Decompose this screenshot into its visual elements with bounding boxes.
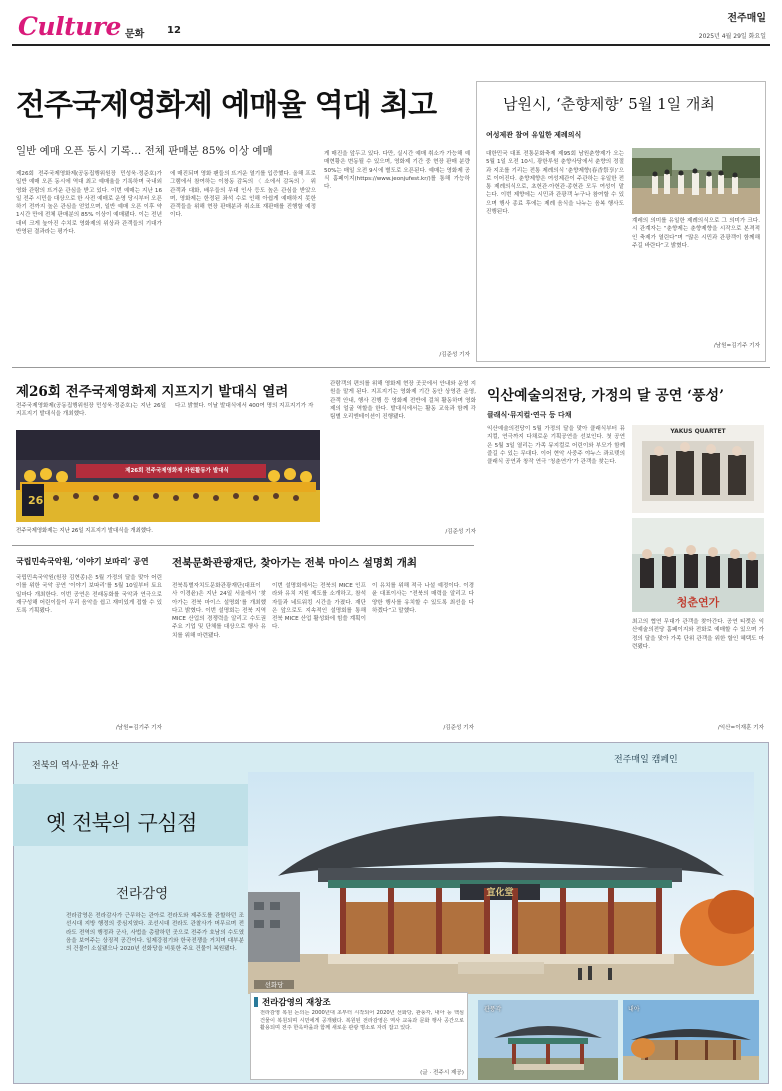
jipoji-photo-caption: 전주국제영화제는 지난 26일 지프지기 발대식을 개최했다. <box>16 528 153 534</box>
namwon-photo <box>632 148 760 214</box>
ikssan-byline: /익산=이재훈 기자 <box>717 725 764 731</box>
ikssan-poster-1-title: YAKUS QUARTET <box>670 428 726 435</box>
ikssan-poster-2-title: 청춘연가 <box>676 596 720 609</box>
jipoji-body-left: 전주국제영화제(공동집행위원장 민성욱·정준호)는 지난 26일 지프지기 발대식을 개최했다. <box>16 403 166 418</box>
mice-byline: /김준성 기자 <box>443 725 474 731</box>
gungnip-body: 국립민속국악원(원장 김현종)은 5월 가정의 달을 맞아 어린이를 위한 국악 공연 ‘이야기 보따리’를 5월 10일부터 토요일마다 개최한다. 이번 공연은 전래동화를 국악과 연극으로 재구성해 어린이들이 우리 음악을 쉽고 재미있게 접할 수 있도록 기획됐다. <box>16 575 162 615</box>
mice-body-right: 이 유치를 위해 적극 나설 예정이다. 이경윤 대표이사는 “전북의 매력을 알리고 다양한 행사를 유치할 수 있도록 최선을 다하겠다”고 말했다. <box>372 583 474 614</box>
section-korean: 문화 <box>125 29 145 40</box>
lead-body-col3: 게 매진을 앞두고 있다. 다만, 실시간 예매 취소가 가능해 예매현황은 변동될 수 있으며, 영화제 기간 중 현장 판매 분량 50%는 매일 오전 9시에 별도로 오픈된다. 예매는 영화제 공식 홈페이지(https://www.jeonjufest.kr/)를 통해 가능하다. <box>324 151 470 191</box>
jipoji-banner-text: 제26회 전주국제영화제 자원활동가 발대식 <box>125 468 229 474</box>
feature-photo-label-2: 내아 <box>628 1006 640 1013</box>
namwon-body-right: 계레의 의미를 유일한 제례의식으로 그 의미가 크다. 시 관계자는 “춘향제는 춘향제향을 시작으로 본격적인 축제가 열린다”며 “많은 시민과 관광객이 함께해 주길 바란다”고 밝혔다. <box>632 218 760 249</box>
lead-headline: 전주국제영화제 예매율 역대 최고 <box>16 88 437 123</box>
section-divider <box>12 367 770 368</box>
gungnip-top-rule <box>12 545 474 546</box>
namwon-byline: /남원=김기주 기자 <box>713 343 760 349</box>
lead-byline: /김준성 기자 <box>439 352 470 358</box>
feature-main-photo-label: 선화당 <box>254 980 294 989</box>
feature-body: 전라감영은 전라감사가 근무하는 관아로 전라도와 제주도를 관할하던 조선시대 지방 행정의 중심지였다. 조선시대 전라도 관찰사가 머무르며 전라도 전역의 행정과 군사, 사법을 총괄하던 곳으로 전주가 호남의 수도였음을 보여주는 상징적 공간이다. 일제강점기와 한국전쟁을 거치며 대부분의 건물이 소실됐으나 2020년 선화당을 비롯한 주요 건물이 복원됐다. <box>66 913 244 953</box>
ikssan-body-left: 익산예술의전당이 5월 가정의 달을 맞아 클래식부터 뮤지컬, 연극까지 다채로운 기획공연을 선보인다. 첫 공연은 5월 3일 열리는 가족 뮤지컬로 어린이와 부모가 함께 즐길 수 있는 무대다. 이어 현악 사중주 야누스 콰르텟의 클래식 공연과 창작 연극 ‘청춘연가’가 관객을 찾는다. <box>487 426 625 466</box>
issue-date: 2025년 4월 29일 화요일 <box>698 33 766 40</box>
feature-box-body: 전라감영 복원 논의는 2000년대 초부터 시작되어 2020년 선화당, 관풍각, 내아 등 핵심 건물이 복원되며 시민에게 공개됐다. 복원된 전라감영은 역사 교육과 문화 행사 공간으로 활용되며 전주 한옥마을과 함께 새로운 관광 명소로 자리 잡고 있다. <box>260 1010 464 1032</box>
feature-main-photo <box>248 772 754 994</box>
gungnip-headline: 국립민속국악원, ‘이야기 보따리’ 공연 <box>16 556 149 566</box>
masthead-rule <box>12 44 770 46</box>
masthead <box>0 0 782 46</box>
lead-body-col2: 에 매진되며 영화 팬들의 뜨거운 열기를 입증했다. 올해 프로그램에서 참여하는 이창동 감독의 〈 소에서 감독의 〉 위 관객과 대화, 배우들의 무대 인사 등도 높은 관심을 받았으며, 영화제는 한정된 좌석 수로 인해 아쉽게 예매하지 못한 관객들을 위해 현장 판매분과 취소표 재판매를 진행할 예정이다. <box>170 171 316 219</box>
feature-subtitle: 전라감영 <box>116 886 169 902</box>
namwon-body: 대한민국 대표 전통문화축제 제95회 남원춘향제가 오는 5월 1일 오전 10시, 광한루원 춘향사당에서 춘향의 정절과 지조를 기리는 전통 제례의식 ‘춘향제향(春香祭享)’으로 이어진다. 춘향제향은 여성제관이 주관하는 유일한 전통 제례의식으로, 초헌관·아헌관·종헌관 모두 여성이 맡는다. 이번 제향에는 시민과 관광객 누구나 참여할 수 있으며 행사 종료 후에는 제례 음식을 나누는 음복 행사도 진행된다. <box>486 151 624 216</box>
feature-section-label: 전북의 역사·문화 유산 <box>32 761 119 771</box>
paper-name: 전주매일 <box>727 13 766 24</box>
feature-signboard: 宣化堂 <box>486 888 514 898</box>
namwon-headline: 남원시, ‘춘향제향’ 5월 1일 개최 <box>503 95 715 113</box>
jipoji-byline: /김준성 기자 <box>445 529 476 535</box>
jipoji-headline: 제26회 전주국제영화제 지프지기 발대식 열려 <box>16 384 289 400</box>
jipoji-photo <box>16 430 320 522</box>
page-number: 12 <box>167 25 181 36</box>
namwon-subhead: 여성제관 참여 유일한 제례의식 <box>486 131 582 139</box>
ikssan-poster-1 <box>632 425 764 513</box>
lead-body-col1: 제26회 전주국제영화제(공동집행위원장 민성욱·정준호)가 일반 예매 오픈 동시에 역대 최고 예매율을 기록하며 국내외 영화 관람의 뜨거운 관심을 받고 있다. 이번 예매는 지난 16일 전주 시민을 대상으로 한 사전 예매로 운영 당시부터 오픈하기 전까지 높은 관심을 얻었으며, 일반 예매 오픈 이후 약 1시간 만에 전체 판매분의 85% 이상이 예매됐다. 이는 전년 대비 크게 높아진 수치로 영화제의 위상과 관객들의 기대가 반영된 결과라는 평가다. <box>16 171 162 236</box>
mice-headline: 전북문화관광재단, 찾아가는 전북 마이스 설명회 개최 <box>172 557 418 569</box>
svg-text:26: 26 <box>28 494 44 507</box>
lead-subhead: 일반 예매 오픈 동시 기록… 전체 판매분 85% 이상 예매 <box>16 145 273 157</box>
feature-box-byline: (글 · 전주시 제공) <box>420 1070 464 1076</box>
mice-body-mid: 이번 설명회에서는 전북의 MICE 인프라와 유치 지원 제도를 소개하고, 참석자들과 네트워킹 시간을 가졌다. 재단은 앞으로도 지속적인 설명회를 통해 전북 MICE 산업 활성화에 힘쓸 계획이다. <box>272 583 366 631</box>
mice-body-left: 전북특별자치도문화관광재단(대표이사 이경윤)은 지난 24일 서울에서 ‘찾아가는 전북 마이스 설명회’를 개최했다고 밝혔다. 이번 설명회는 전북 지역 MICE 산업의 경쟁력을 알리고 수도권 주요 기업 및 단체를 대상으로 행사 유치를 위해 마련됐다. <box>172 583 266 639</box>
ikssan-body-right: 최고의 협연 무대가 관객을 찾아간다. 공연 티켓은 익산예술의전당 홈페이지와 전화로 예매할 수 있으며 가정의 달을 맞아 가족 단위 관객을 위한 할인 혜택도 마련됐다. <box>632 619 764 650</box>
section-logo: Culture <box>18 12 121 41</box>
feature-box-title: 전라감영의 재창조 <box>262 998 331 1008</box>
gungnip-byline: /남원=김기주 기자 <box>115 725 162 731</box>
feature-photo-label-1: 관풍각 <box>484 1006 502 1013</box>
feature-box-marker <box>254 997 258 1007</box>
ikssan-headline: 익산예술의전당, 가정의 달 공연 ‘풍성’ <box>487 388 724 404</box>
jipoji-body-mid: 다고 밝혔다. 이날 발대식에서 400여 명의 지프지기가 자 <box>175 403 314 409</box>
jipoji-body-right: 관람객의 편의를 위해 영화제 현장 곳곳에서 안내와 운영 지원을 맡게 된다. 지프지기는 영화제 기간 동안 상영관 운영, 관객 안내, 행사 진행 등 영화제 전반에 걸쳐 활동하며 영화제의 얼굴 역할을 한다. 발대식에서는 활동 교육과 함께 각 팀별 오리엔테이션이 진행됐다. <box>330 381 476 421</box>
feature-campaign-label: 전주매일 캠페인 <box>614 755 678 765</box>
ikssan-subhead: 클래식·뮤지컬·연극 등 다채 <box>487 411 572 419</box>
feature-title: 옛 전북의 구심점 <box>46 811 197 835</box>
